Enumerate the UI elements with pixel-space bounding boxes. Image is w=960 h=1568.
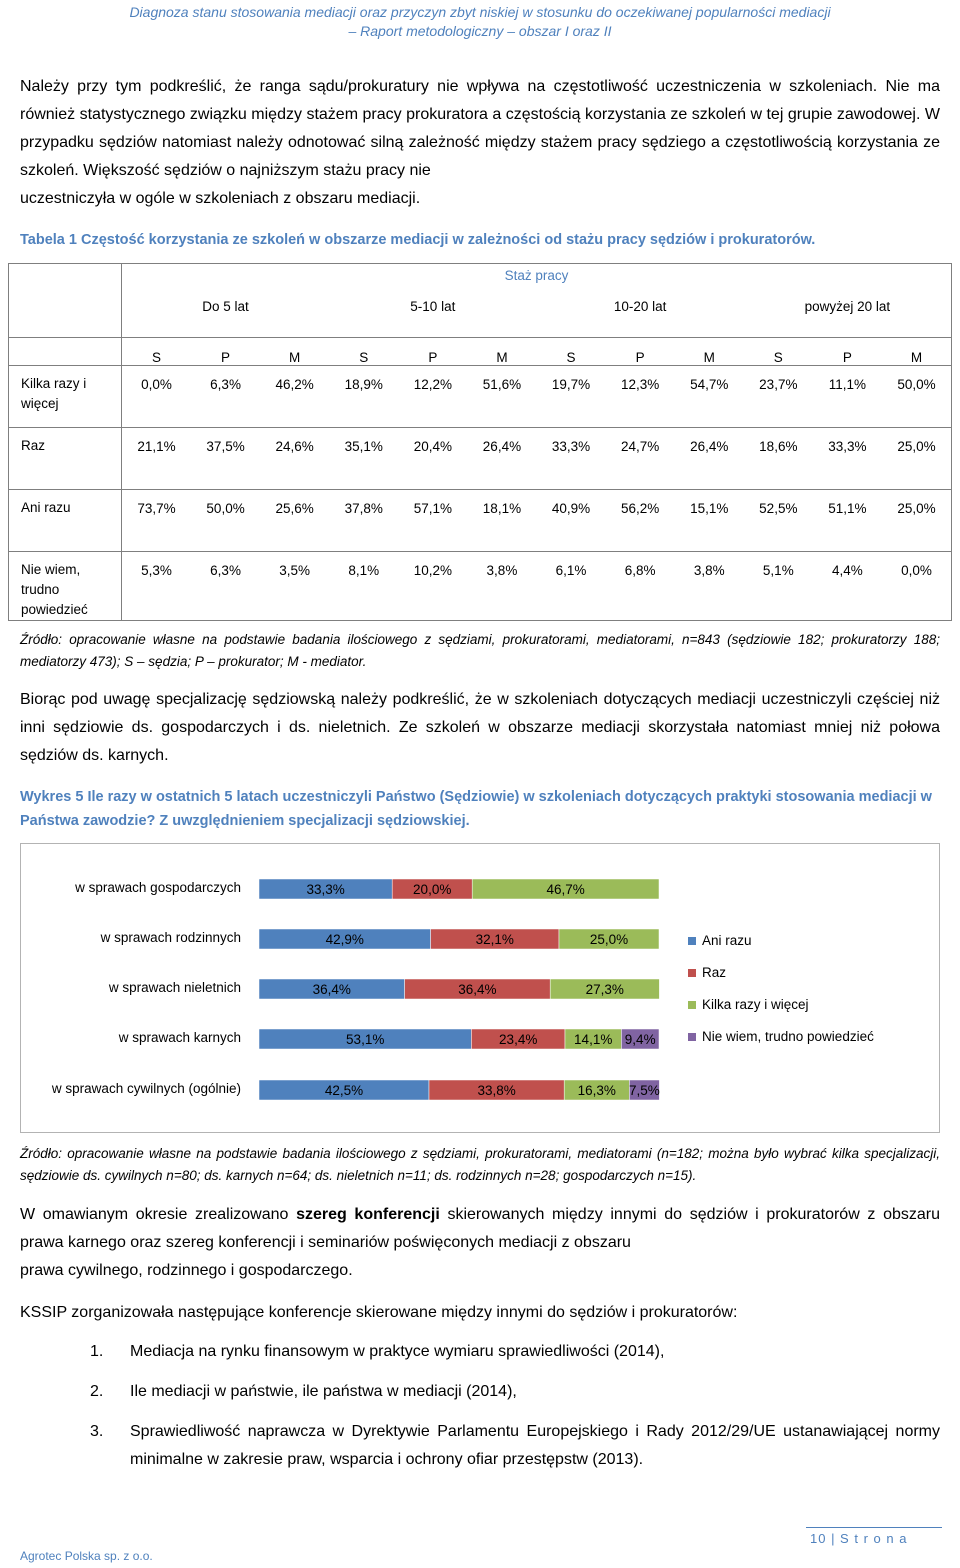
table-sub-header-cell: S [359, 350, 369, 365]
chart-legend-label: Kilka razy i więcej [702, 997, 809, 1012]
table-cell: 23,7% [759, 377, 798, 392]
chart-data-label: 23,4% [499, 1032, 538, 1047]
header-title-line2: – Raport metodologiczny – obszar I oraz II [348, 23, 612, 39]
chart-data-label: 20,0% [413, 882, 452, 897]
table-cell: 37,8% [344, 501, 383, 516]
table-cell: 10,2% [413, 563, 452, 578]
table-cell: 51,1% [828, 501, 867, 516]
table-group-header [122, 299, 951, 314]
chart-legend-label: Ani razu [702, 933, 752, 948]
header-title-line1: Diagnoza stanu stosowania mediacji oraz przyczyn zbyt niskiej w stosunku do oczekiwanej popularności mediacji [129, 4, 831, 20]
legend-swatch-icon [688, 969, 696, 977]
table-row [9, 552, 952, 621]
chart-category-label: w sprawach nieletnich [108, 980, 241, 995]
table-cell: 3,8% [486, 563, 518, 578]
list-item-text: Mediacja na rynku finansowym w praktyce wymiaru sprawiedliwości (2014), [130, 1343, 665, 1360]
table-sub-header-cell: M [496, 350, 508, 365]
table-sub-header-cell: M [703, 350, 715, 365]
chart-data-label: 14,1% [574, 1032, 613, 1047]
legend-swatch-icon [688, 937, 696, 945]
table-sub-header-cell: M [289, 350, 301, 365]
list-item-number: 1. [90, 1343, 104, 1360]
table-group-header-cell: Do 5 lat [202, 299, 249, 314]
conference-list-item [90, 1338, 940, 1366]
chart-category-label: w sprawach rodzinnych [100, 930, 241, 945]
footer-page-number: 10 | S t r o n a [810, 1531, 908, 1546]
table-row-label: Nie wiem, trudno powiedzieć [9, 552, 122, 621]
table-cell: 18,9% [344, 377, 383, 392]
legend-swatch-icon [688, 1033, 696, 1041]
table-sub-header [122, 338, 951, 365]
list-item-text: Sprawiedliwość naprawcza w Dyrektywie Parlamentu Europejskiego i Rady 2012/29/UE ustanawiającej normy minimalne w zakresie praw, wsparcia i ochrony ofiar przestępstw (2013). [130, 1423, 940, 1468]
table-cell: 18,1% [482, 501, 522, 516]
table-cell: 12,3% [620, 377, 660, 392]
table-title: Staż pracy [504, 268, 569, 283]
table-source-note: Źródło: opracowanie własne na podstawie badania ilościowego z sędziami, prokuratorami, mediatorami, n=843 (sędziowie 182; prokuratorzy 188; mediatorzy 473); S – sędzia; P – prokurator; M - mediator. [20, 632, 940, 669]
table-sub-header-cell: P [428, 350, 438, 365]
table-cell: 21,1% [137, 439, 176, 454]
table-caption: Tabela 1 Częstość korzystania ze szkoleń w obszarze mediacji w zależności od stażu pracy sędziów i prokuratorów. [20, 232, 816, 248]
footer-company: Agrotec Polska sp. z o.o. [20, 1549, 153, 1563]
table-cell: 46,2% [275, 377, 314, 392]
chart-data-label: 42,5% [324, 1083, 364, 1098]
table-row-label: Raz [9, 428, 122, 490]
table-sub-header-cell: S [773, 350, 783, 365]
chart-category-label: w sprawach gospodarczych [75, 880, 241, 895]
table-cell: 26,4% [690, 439, 729, 454]
table-cell: 50,0% [897, 377, 936, 392]
table-cell: 6,8% [624, 563, 656, 578]
chart-data-label: 32,1% [475, 932, 514, 947]
table-cell: 3,8% [693, 563, 725, 578]
table-cell: 24,7% [620, 439, 660, 454]
table-cell: 37,5% [206, 439, 245, 454]
chart-data-label: 7,5% [629, 1083, 660, 1098]
table-cell: 6,3% [210, 563, 241, 578]
table-cell: 25,6% [275, 501, 314, 516]
table-cell: 8,1% [348, 563, 380, 578]
paragraph-conferences-bold: szereg konferencji [296, 1206, 440, 1223]
chart-data-label: 9,4% [624, 1032, 656, 1047]
table-cell: 50,0% [206, 501, 245, 516]
table-corner-cell [9, 264, 122, 338]
table-sub-header-cell: P [221, 350, 231, 365]
table-cell: 18,6% [759, 439, 798, 454]
table-group-header-cell: 5-10 lat [410, 299, 456, 314]
table-cell: 73,7% [137, 501, 176, 516]
chart-data-label: 42,9% [325, 932, 364, 947]
table-cell: 54,7% [690, 377, 729, 392]
conference-list-item [90, 1378, 940, 1406]
table-cell: 33,3% [551, 439, 591, 454]
table-cell: 0,0% [141, 377, 172, 392]
paragraph-conferences-last: prawa cywilnego, rodzinnego i gospodarczego. [20, 1262, 353, 1279]
list-item-text: Ile mediacji w państwie, ile państwa w mediacji (2014), [130, 1383, 517, 1400]
table-sub-header-cell: S [151, 350, 161, 365]
table-cell: 4,4% [832, 563, 863, 578]
chart-data-label: 46,7% [546, 882, 585, 897]
chart-legend-item [688, 933, 752, 948]
table-cell: 5,1% [762, 563, 794, 578]
table-cell: 57,1% [413, 501, 452, 516]
table-row [9, 366, 952, 428]
table-cell: 25,0% [897, 501, 936, 516]
table-sub-header-cell: S [566, 350, 576, 365]
chart-frame [20, 843, 940, 1133]
table-row-label: Kilka razy i więcej [9, 366, 122, 428]
chart-caption: Wykres 5 Ile razy w ostatnich 5 latach uczestniczyli Państwo (Sędziowie) w szkoleniach dotyczących praktyki stosowania mediacji w Państwa zawodzie? Z uwzględnieniem specjalizacji sędziowskiej. [20, 789, 932, 829]
table-cell: 12,2% [413, 377, 452, 392]
table-cell: 11,1% [828, 377, 867, 392]
chart-data-label: 33,8% [477, 1083, 516, 1098]
chart-data-label: 16,3% [577, 1083, 616, 1098]
table-cell: 6,1% [555, 563, 587, 578]
paragraph-conferences [20, 1201, 940, 1285]
table-cell: 19,7% [551, 377, 591, 392]
table-cell: 25,0% [897, 439, 936, 454]
legend-swatch-icon [688, 1001, 696, 1009]
chart-legend-item [688, 965, 726, 980]
table-cell: 0,0% [901, 563, 932, 578]
chart-data-label: 25,0% [589, 932, 629, 947]
table-row [9, 428, 952, 490]
conference-list [90, 1338, 940, 1486]
table-cell: 6,3% [210, 377, 241, 392]
table-cell: 5,3% [141, 563, 172, 578]
table-cell: 52,5% [759, 501, 798, 516]
paragraph-conferences-pre: W omawianym okresie zrealizowano [20, 1206, 297, 1223]
table-sub-header-cell: P [842, 350, 852, 365]
chart-data-label: 53,1% [346, 1032, 385, 1047]
data-table [8, 263, 952, 621]
table-row [9, 490, 952, 552]
table-cell: 15,1% [690, 501, 729, 516]
table-cell: 40,9% [551, 501, 591, 516]
conference-list-item [90, 1418, 940, 1474]
paragraph-kssip: KSSIP zorganizowała następujące konferencje skierowane między innymi do sędziów i prokuratorów: [20, 1304, 738, 1321]
table-group-header-cell: powyżej 20 lat [804, 299, 891, 314]
table-cell: 35,1% [344, 439, 383, 454]
table-row-label: Ani razu [9, 490, 122, 552]
table-cell: 24,6% [275, 439, 314, 454]
chart-data-label: 36,4% [458, 982, 497, 997]
table-cell: 56,2% [620, 501, 660, 516]
chart-data-label: 33,3% [306, 882, 345, 897]
table-cell: 3,5% [279, 563, 311, 578]
chart-category-label: w sprawach karnych [118, 1030, 241, 1045]
table-cell: 26,4% [482, 439, 522, 454]
paragraph-conferences-post: skierowanych między innymi do sędziów i prokuratorów z obszaru prawa karnego oraz szereg konferencji i seminariów poświęconych mediacji z obszaru [20, 1206, 941, 1251]
list-item-number: 3. [90, 1423, 104, 1440]
chart-legend-label: Raz [702, 965, 727, 980]
chart-data-label: 36,4% [312, 982, 351, 997]
table-cell: 20,4% [413, 439, 452, 454]
footer-rule [806, 1527, 942, 1528]
chart-data-label: 27,3% [585, 982, 624, 997]
table-cell: 51,6% [482, 377, 522, 392]
chart-legend-label: Nie wiem, trudno powiedzieć [702, 1029, 874, 1044]
paragraph-intro-last: uczestniczyła w ogóle w szkoleniach z obszaru mediacji. [20, 190, 421, 207]
chart-category-label: w sprawach cywilnych (ogólnie) [51, 1081, 241, 1096]
paragraph-intro [20, 73, 940, 213]
table-sub-header-cell: M [910, 350, 923, 365]
table-sub-header-cell: P [635, 350, 645, 365]
chart-source-note: Źródło: opracowanie własne na podstawie badania ilościowego z sędziami, prokuratorami, mediatorami (n=182; można było wybrać kilka specjalizacji, sędziowie ds. cywilnych n=80; ds. karnych n=64; ds. nieletnich n=11; ds. rodzinnych n=28; gospodarczych n=15). [20, 1146, 940, 1183]
table-cell: 33,3% [828, 439, 867, 454]
list-item-number: 2. [90, 1383, 104, 1400]
chart-legend-item [688, 997, 809, 1012]
table-group-header-cell: 10-20 lat [613, 299, 667, 314]
paragraph-intro-body: Należy przy tym podkreślić, że ranga sądu/prokuratury nie wpływa na częstotliwość uczestniczenia w szkoleniach. Nie ma również statystycznego związku między stażem pracy prokuratora a częstością korzystania ze szkoleń w tej grupie zawodowej. W przypadku sędziów natomiast należy odnotować silną zależność między stażem pracy sędziego a częstotliwością korzystania ze szkoleń. Większość sędziów o najniższym stażu pracy nie [20, 78, 940, 179]
chart-legend-item [688, 1029, 874, 1044]
paragraph-specialization: Biorąc pod uwagę specjalizację sędziowską należy podkreślić, że w szkoleniach dotyczących mediacji uczestniczyli częściej niż inni sędziowie ds. gospodarczych i ds. nieletnich. Ze szkoleń w obszarze mediacji skorzystała natomiast mniej niż połowa sędziów ds. karnych. [20, 691, 940, 764]
